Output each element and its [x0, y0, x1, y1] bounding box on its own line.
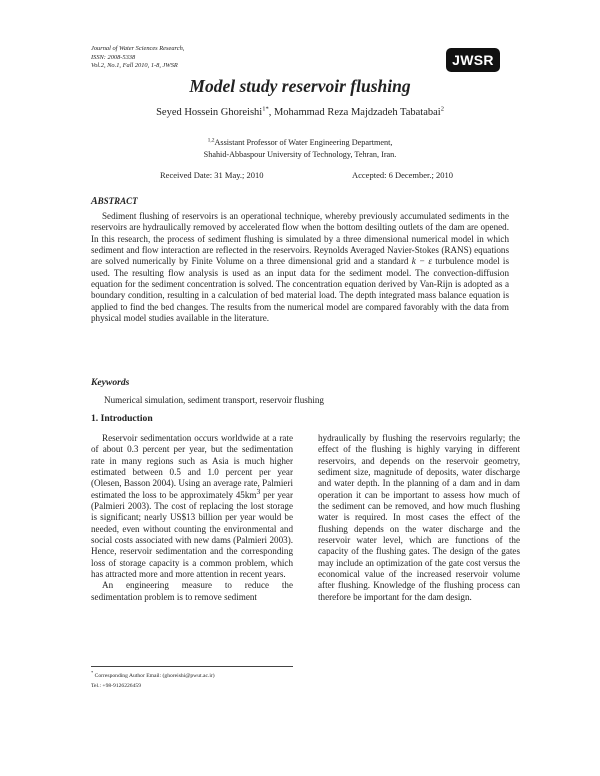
affiliation-mark: 1,2: [207, 137, 215, 144]
affiliation-line-1: Assistant Professor of Water Engineering Department,: [214, 138, 393, 147]
keywords-text: Numerical simulation, sediment transport, reservoir flushing: [104, 395, 324, 405]
corresponding-author-phone: Tel.: +98-9126226459: [91, 683, 141, 689]
turbulence-model-symbol: k − ε: [411, 256, 432, 267]
author-1-name: Seyed Hossein Ghoreishi: [156, 107, 263, 118]
body-column-left: [91, 433, 293, 603]
cubic-exponent: 3: [256, 486, 261, 496]
footnote-marker: *: [91, 670, 94, 676]
abstract-heading: [91, 196, 138, 207]
journal-logo: JWSR: [446, 48, 500, 72]
keywords-heading: Keywords: [91, 377, 130, 388]
intro-paragraph-3: hydraulically by flushing the reservoirs regularly; the effect of the flushing is highly varying in different reservoirs, and depends on the reservoir geometry, sediment size, magnitude of deposits, water discharge and water depth. In the planning of a dam and in dam operation it can be important to assess how much of the sediment can be removed, and how much flushing water is required. In most cases the effect of the flushing depends on the water discharge and the reservoir water level, which are functions of the capacity of the flushing gates. The design of the gates may include an optimization of the gate cost versus the economical value of the increased reservoir volume after flushing. Knowledge of the flushing process can therefore be important for the dam design.: [318, 433, 520, 602]
accepted-date: Accepted: 6 December.; 2010: [352, 170, 454, 180]
affiliation: [0, 137, 600, 160]
introduction-heading: 1. Introduction: [91, 413, 153, 424]
affiliation-line-2: Shahid-Abbaspour University of Technology, Tehran, Iran.: [203, 149, 397, 159]
journal-info: [91, 45, 184, 71]
author-line: [0, 107, 600, 118]
author-separator: ,: [268, 107, 274, 118]
intro-paragraph-1-part-2: per year (Palmieri 2003). The cost of replacing the lost storage is significant; nearly US$13 billion per year would be needed, even without counting the environmental and social costs associated with new dams (Palmieri 2003). Hence, reservoir sedimentation and the corresponding loss of storage capacity is a common problem, which has attracted more and more attention in recent years.: [91, 489, 293, 580]
journal-name: Journal of Water Sciences Research,: [91, 45, 185, 52]
abstract-heading-initial: A: [91, 196, 98, 207]
abstract-text-part-2: turbulence model is used. The resulting flow analysis is used as an input data for the sediment model. The convection-diffusion equation for the sediment concentration is solved. The concentration equation derived by Van-Rijn is adopted as a boundary condition, resulting in a calculation of bed material load. The depth integrated mass balance equation is applied to find the bed changes. The results from the numerical model are compared favorably with the data from physical model studies available in the literature.: [91, 256, 509, 324]
journal-volume: Vol.2, No.1, Fall 2010, 1-8, JWSR: [91, 62, 178, 70]
intro-paragraph-2: An engineering measure to reduce the sedimentation problem is to remove sediment: [91, 580, 293, 602]
author-1-affiliation-mark: 1*: [262, 105, 269, 113]
abstract-text-part-1: Sediment flushing of reservoirs is an operational technique, whereby previously accumulated sediments in the reservoirs are hydraulically removed by accelerated flow when the bottom desilting outlets of the dam are opened. In this research, the process of sediment flushing is simulated by a three dimensional numerical model in which sediment and flow interaction are reflected in the reservoirs. Reynolds Averaged Navier-Stokes (RANS) equations are solved numerically by Finite Volume on a three dimensional grid and a standard: [91, 211, 509, 267]
body-column-right: [318, 433, 520, 603]
author-2-name: Mohammad Reza Majdzadeh Tabatabai: [273, 107, 441, 118]
corresponding-author-email: Corresponding Author Email: (ghoreishi@pwut.ac.ir): [94, 673, 215, 679]
received-date: Received Date: 31 May.; 2010: [160, 170, 264, 180]
intro-paragraph-1-part-1: Reservoir sedimentation occurs worldwide at a rate of about 0.3 percent per year, but the sedimentation rate in many regions such as Asia is much higher estimated between 0.5 and 1.0 percent per year (Olesen, Basson 2004). Using an average rate, Palmieri estimated the loss to be approximately 45km: [91, 433, 293, 500]
journal-issn: ISSN: 2008-5338: [91, 53, 136, 61]
footnote-rule: [91, 666, 293, 667]
author-2-affiliation-mark: 2: [440, 105, 444, 113]
abstract-text: [91, 211, 509, 324]
intro-paragraph-1: [91, 433, 293, 580]
footnote: [91, 671, 215, 691]
abstract-heading-rest: BSTRACT: [97, 196, 138, 206]
article-title: Model study reservoir flushing: [189, 76, 411, 96]
